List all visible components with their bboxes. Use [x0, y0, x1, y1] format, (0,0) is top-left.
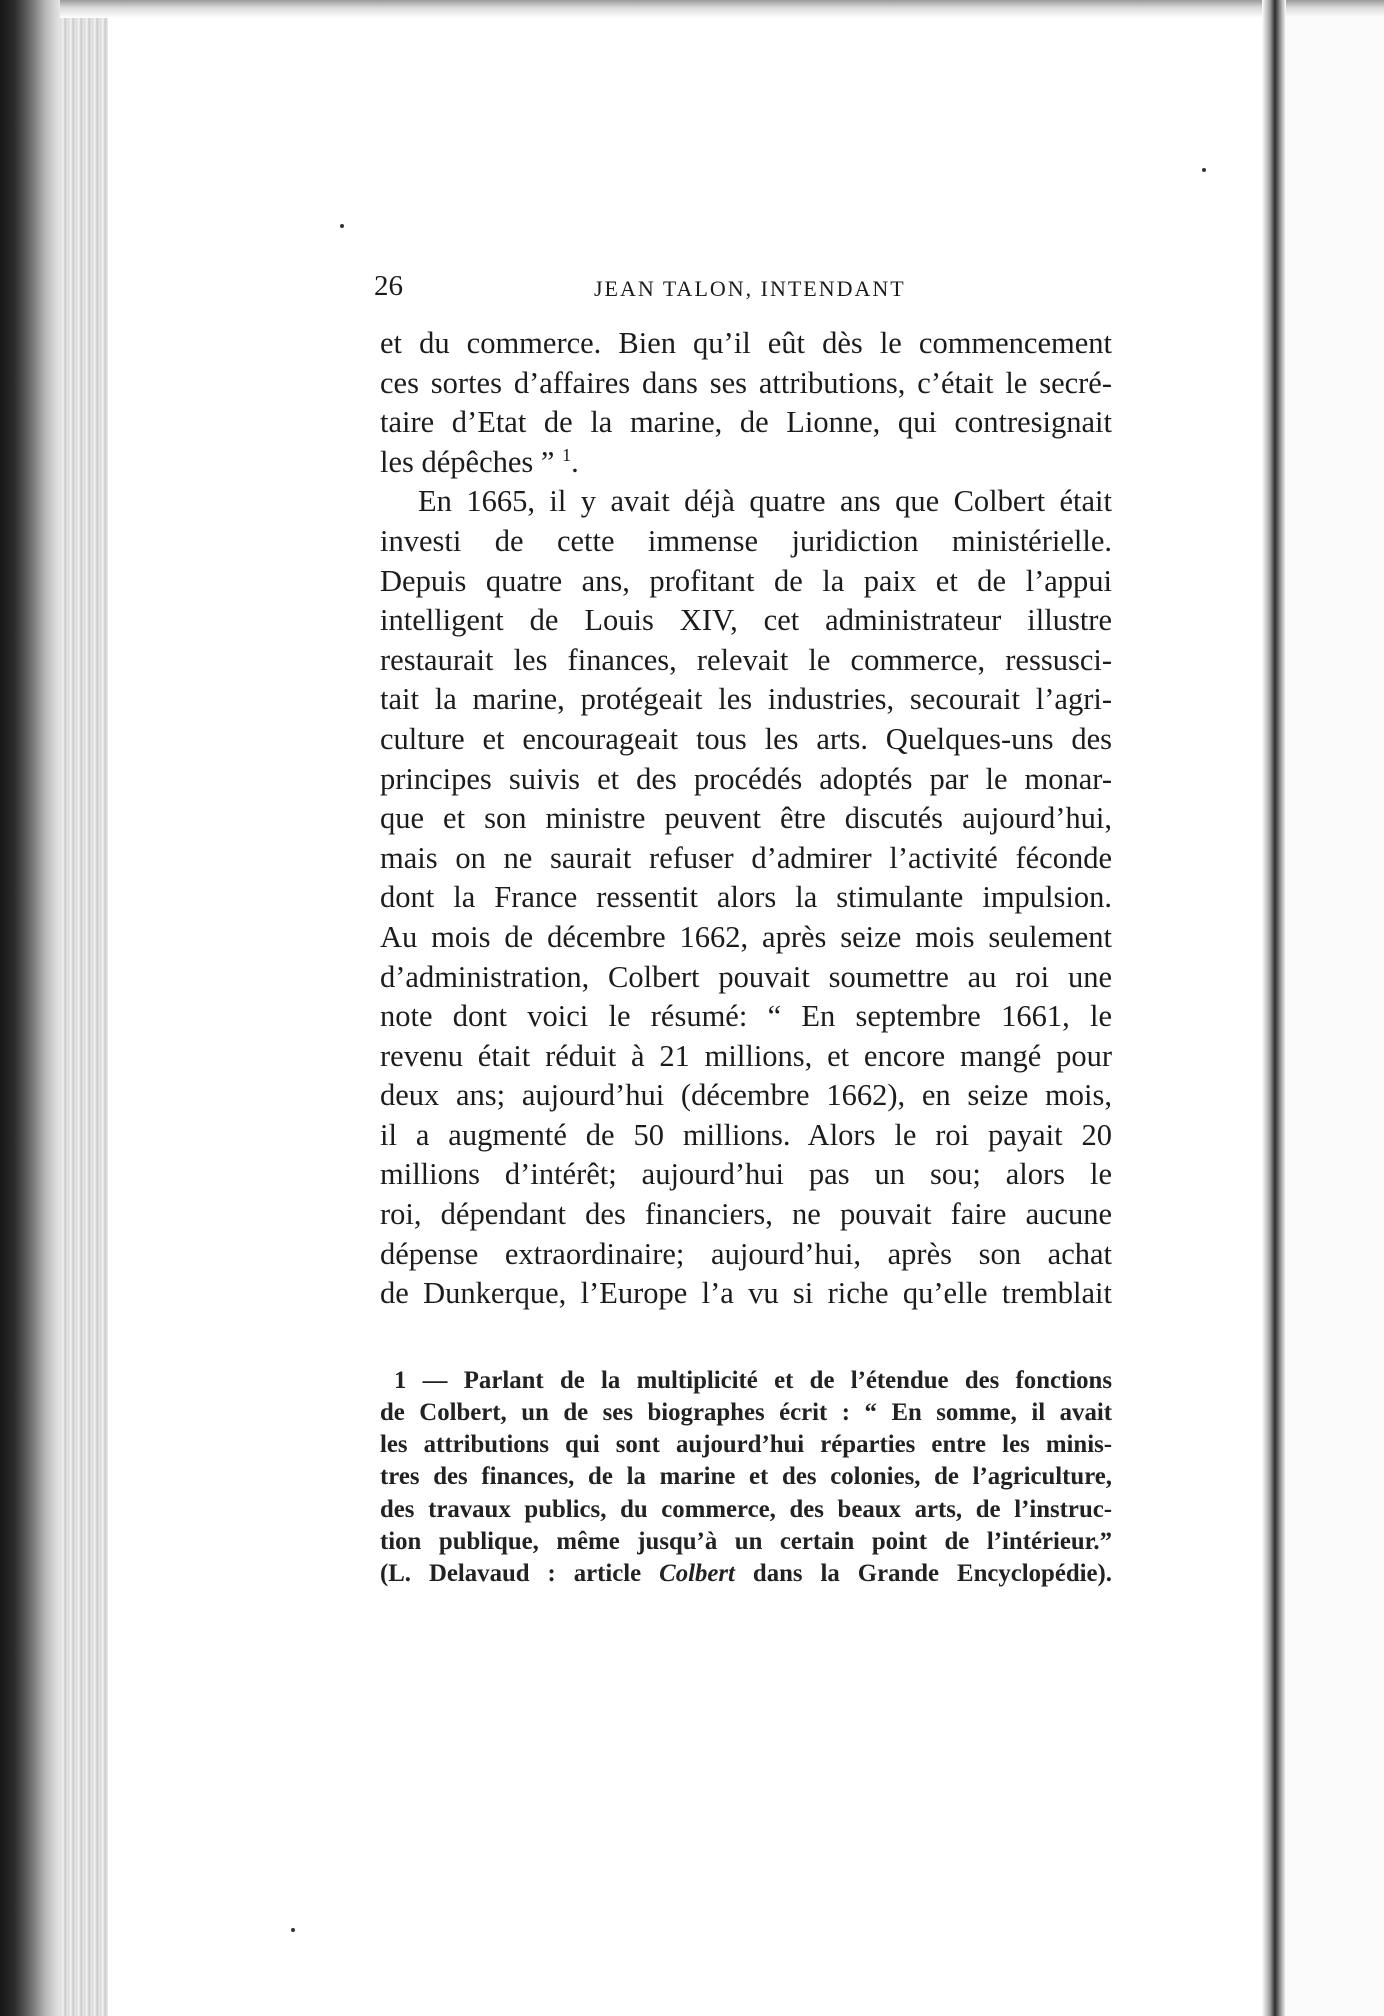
book-gutter: [1262, 0, 1286, 2016]
text-line: millions d’intérêt; aujourd’hui pas un sou; alors le: [380, 1157, 1112, 1192]
text-line: intelligent de Louis XIV, cet administrateur illustre: [380, 603, 1112, 638]
footnote-line: de Colbert, un de ses biographes écrit : “ En somme, il avait: [380, 1399, 1112, 1427]
text-line: d’administration, Colbert pouvait soumettre au roi une: [380, 959, 1112, 994]
scan-speck: [340, 224, 344, 228]
text-line: deux ans; aujourd’hui (décembre 1662), en seize mois,: [380, 1078, 1112, 1113]
paragraph-1: [380, 324, 1112, 482]
footnote-line: des travaux publics, du commerce, des beaux arts, de l’instruc-: [380, 1495, 1112, 1523]
scan-top-shadow: [60, 0, 1384, 18]
text-line: dépense extraordinaire; aujourd’hui, après son achat: [380, 1236, 1112, 1271]
text-line: tait la marine, protégeait les industries, secourait l’agri-: [380, 682, 1112, 717]
text-line: mais on ne saurait refuser d’admirer l’activité féconde: [380, 840, 1112, 875]
footnote-line: 1 — Parlant de la multiplicité et de l’étendue des fonctions: [394, 1366, 1112, 1394]
text-line: Au mois de décembre 1662, après seize mois seulement: [380, 919, 1112, 954]
italic-title: Colbert: [659, 1560, 735, 1588]
text-line: ces sortes d’affaires dans ses attributions, c’était le secré-: [380, 365, 1112, 400]
text-line: En 1665, il y avait déjà quatre ans que Colbert était: [418, 484, 1112, 519]
text-line: revenu était réduit à 21 millions, et encore mangé pour: [380, 1038, 1112, 1073]
stacked-page-edges: [60, 0, 108, 2016]
footnote-reference[interactable]: 1: [562, 444, 572, 465]
footnote-line: tres des finances, de la marine et des colonies, de l’agriculture,: [380, 1463, 1112, 1491]
text-line: de Dunkerque, l’Europe l’a vu si riche qu’elle tremblait: [380, 1276, 1112, 1311]
scan-speck: [291, 1928, 295, 1932]
scan-speck: [1202, 168, 1206, 172]
text-line: il a augmenté de 50 millions. Alors le roi payait 20: [380, 1117, 1112, 1152]
footnote-line: les attributions qui sont aujourd’hui réparties entre les minis-: [380, 1431, 1112, 1459]
text-fragment: .: [571, 444, 579, 479]
text-line: et du commerce. Bien qu’il eût dès le commencement: [380, 326, 1112, 360]
text-fragment: dans la Grande Encyclopédie).: [734, 1560, 1112, 1588]
running-title: JEAN TALON, INTENDANT: [594, 276, 906, 301]
text-line: restaurait les finances, relevait le commerce, ressusci-: [380, 642, 1112, 677]
footnote: [380, 1365, 1112, 1590]
text-line: que et son ministre peuvent être discutés aujourd’hui,: [380, 801, 1112, 836]
text-line: investi de cette immense juridiction ministérielle.: [380, 523, 1112, 558]
running-head: [374, 270, 1112, 316]
body-text: [380, 324, 1112, 1314]
text-line: roi, dépendant des financiers, ne pouvait faire aucune: [380, 1197, 1112, 1232]
footnote-line: [380, 1558, 1112, 1590]
page-number: 26: [374, 270, 403, 302]
text-fragment: les dépêches ”: [380, 444, 563, 479]
book-page: [374, 270, 1112, 1590]
footnote-line: tion publique, même jusqu’à un certain point de l’intérieur.”: [380, 1527, 1112, 1555]
text-fragment: (L. Delavaud : article: [380, 1560, 660, 1588]
text-line: dont la France ressentit alors la stimulante impulsion.: [380, 880, 1112, 915]
text-line: note dont voici le résumé: “ En septembre 1661, le: [380, 999, 1112, 1034]
paragraph-2: [380, 482, 1112, 1313]
facing-page: [1286, 18, 1384, 2016]
text-line: taire d’Etat de la marine, de Lionne, qui contresignait: [380, 405, 1112, 440]
text-line: [380, 443, 1112, 483]
text-line: culture et encourageait tous les arts. Quelques-uns des: [380, 721, 1112, 756]
text-line: principes suivis et des procédés adoptés par le monar-: [380, 761, 1112, 796]
text-line: Depuis quatre ans, profitant de la paix et de l’appui: [380, 563, 1112, 598]
scan-left-edge: [0, 0, 60, 2016]
